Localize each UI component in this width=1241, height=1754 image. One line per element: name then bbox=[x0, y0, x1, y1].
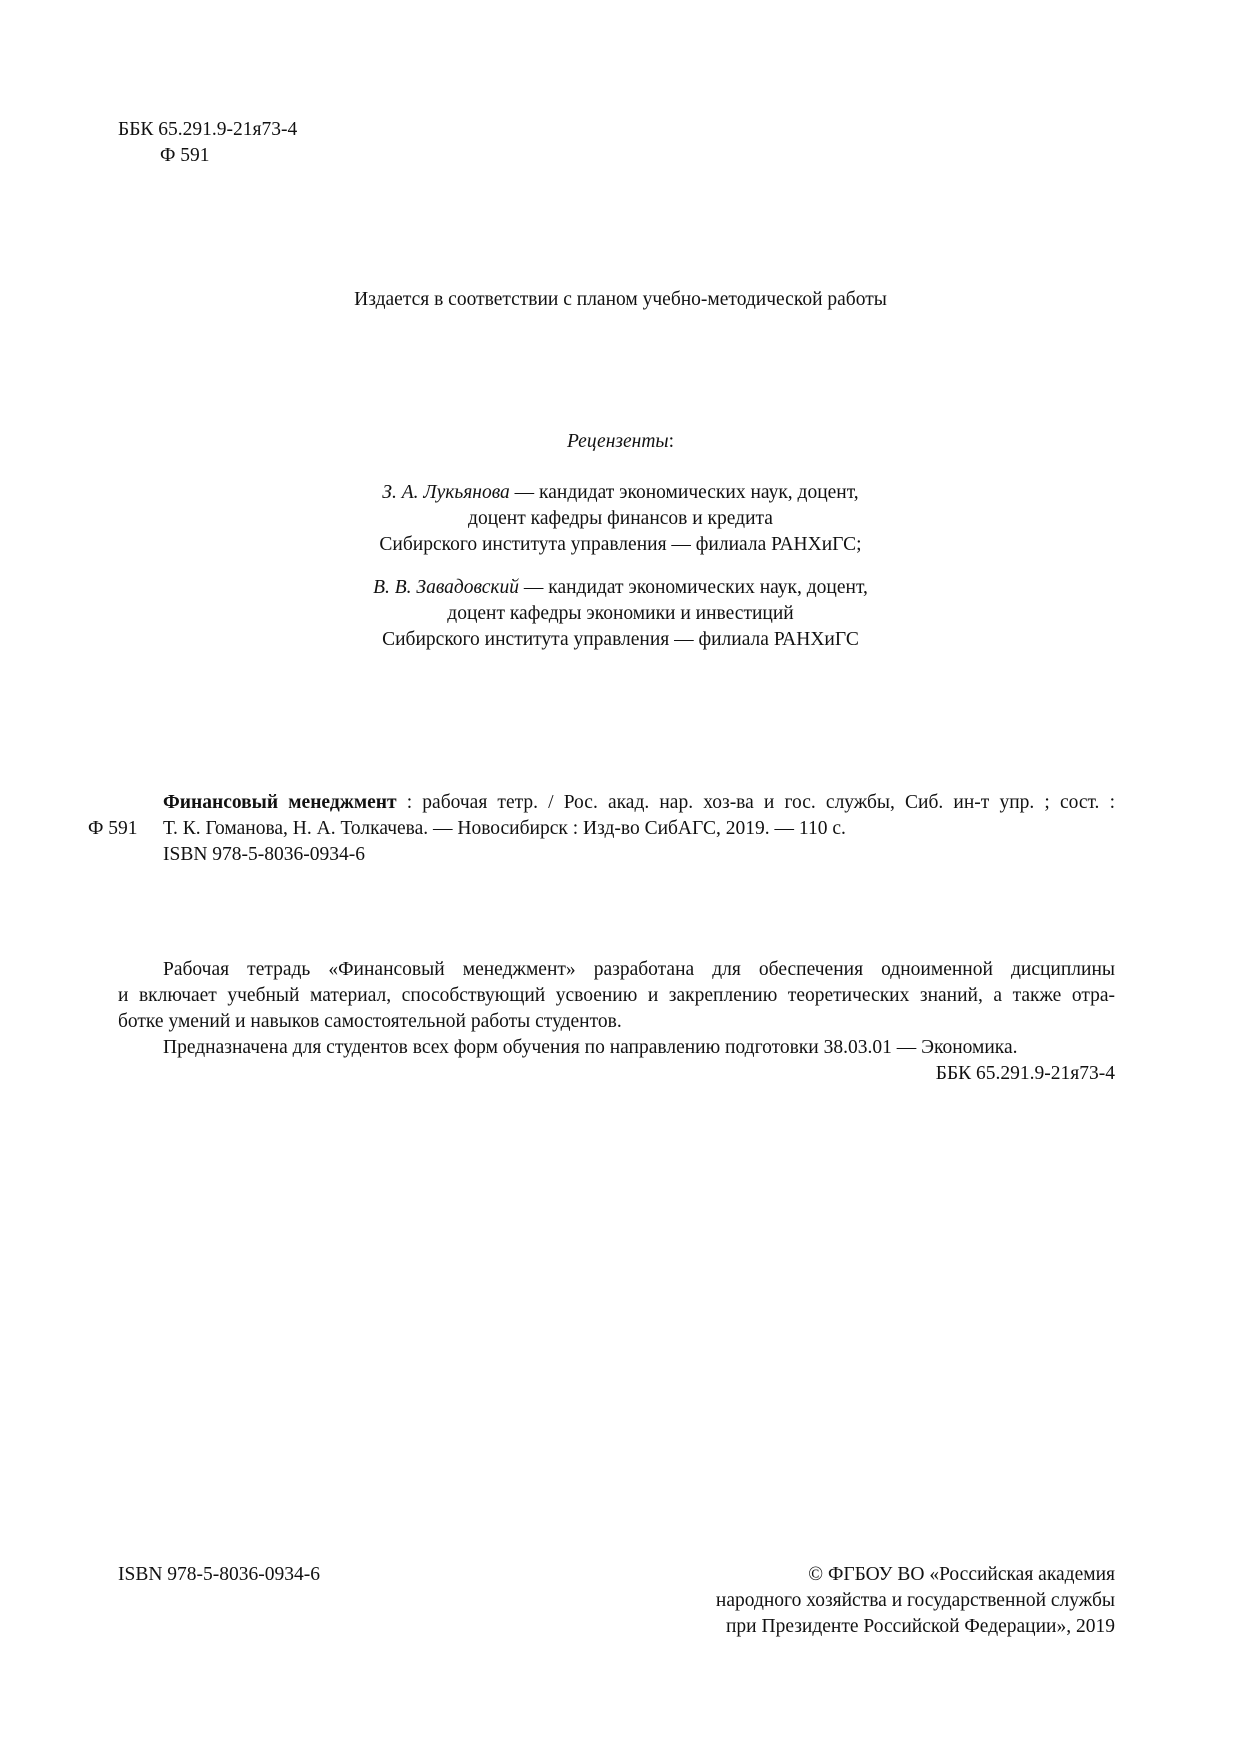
bib-author-mark: Ф 591 bbox=[88, 818, 138, 839]
copyright-line1: © ФГБОУ ВО «Российская академия bbox=[808, 1564, 1115, 1585]
bib-isbn: ISBN 978-5-8036-0934-6 bbox=[163, 844, 366, 865]
reviewer-1-name: З. А. Лукьянова bbox=[382, 482, 510, 503]
annotation-para2: Предназначена для студентов всех форм обучения по направлению подготовки 38.03.01 — Экономика. bbox=[163, 1037, 1018, 1058]
annotation-line3: ботке умений и навыков самостоятельной работы студентов. bbox=[118, 1011, 622, 1032]
copyright-line2: народного хозяйства и государственной службы bbox=[715, 1590, 1115, 1611]
copyright-line3: при Президенте Российской Федерации», 2019 bbox=[726, 1616, 1115, 1637]
annotation bbox=[118, 957, 1115, 1087]
reviewer-1 bbox=[0, 480, 1241, 558]
reviewer-2-name: В. В. Завадовский bbox=[373, 577, 520, 598]
reviewer-1-line2: доцент кафедры финансов и кредита bbox=[468, 508, 773, 529]
annotation-line1: Рабочая тетрадь «Финансовый менеджмент» разработана для обеспечения одноименной дисциплины bbox=[163, 959, 1115, 980]
annotation-line2: и включает учебный материал, способствующий усвоению и закреплению теоретических знаний, а также отра- bbox=[118, 985, 1115, 1006]
publication-note: Издается в соответствии с планом учебно-методической работы bbox=[354, 289, 887, 310]
bbk-code-header: ББК 65.291.9-21я73-4 bbox=[118, 119, 298, 140]
reviewer-2 bbox=[0, 575, 1241, 653]
reviewer-2-line3: Сибирского института управления — филиала РАНХиГС bbox=[382, 629, 859, 650]
reviewer-2-line1: В. В. Завадовский — кандидат экономических наук, доцент, bbox=[373, 577, 868, 598]
footer-isbn: ISBN 978-5-8036-0934-6 bbox=[118, 1564, 321, 1585]
bib-line1: Финансовый менеджмент : рабочая тетр. / Рос. акад. нар. хоз-ва и гос. службы, Сиб. ин-т упр. ; сост. : bbox=[163, 792, 1115, 813]
book-title: Финансовый менеджмент bbox=[163, 792, 397, 813]
author-mark-header: Ф 591 bbox=[160, 145, 210, 166]
reviewer-2-line2: доцент кафедры экономики и инвестиций bbox=[447, 603, 794, 624]
reviewer-1-line1: З. А. Лукьянова — кандидат экономических наук, доцент, bbox=[382, 482, 859, 503]
bibliographic-record bbox=[163, 790, 1115, 868]
bib-line2: Т. К. Гоманова, Н. А. Толкачева. — Новосибирск : Изд-во СибАГС, 2019. — 110 с. bbox=[163, 818, 846, 839]
reviewers-title: Рецензенты bbox=[566, 431, 669, 452]
reviewer-1-line3: Сибирского института управления — филиала РАНХиГС; bbox=[379, 534, 862, 555]
reviewers-heading: Рецензенты: bbox=[566, 431, 675, 452]
footer-copyright bbox=[600, 1562, 1115, 1640]
annotation-bbk: ББК 65.291.9-21я73-4 bbox=[935, 1063, 1115, 1084]
